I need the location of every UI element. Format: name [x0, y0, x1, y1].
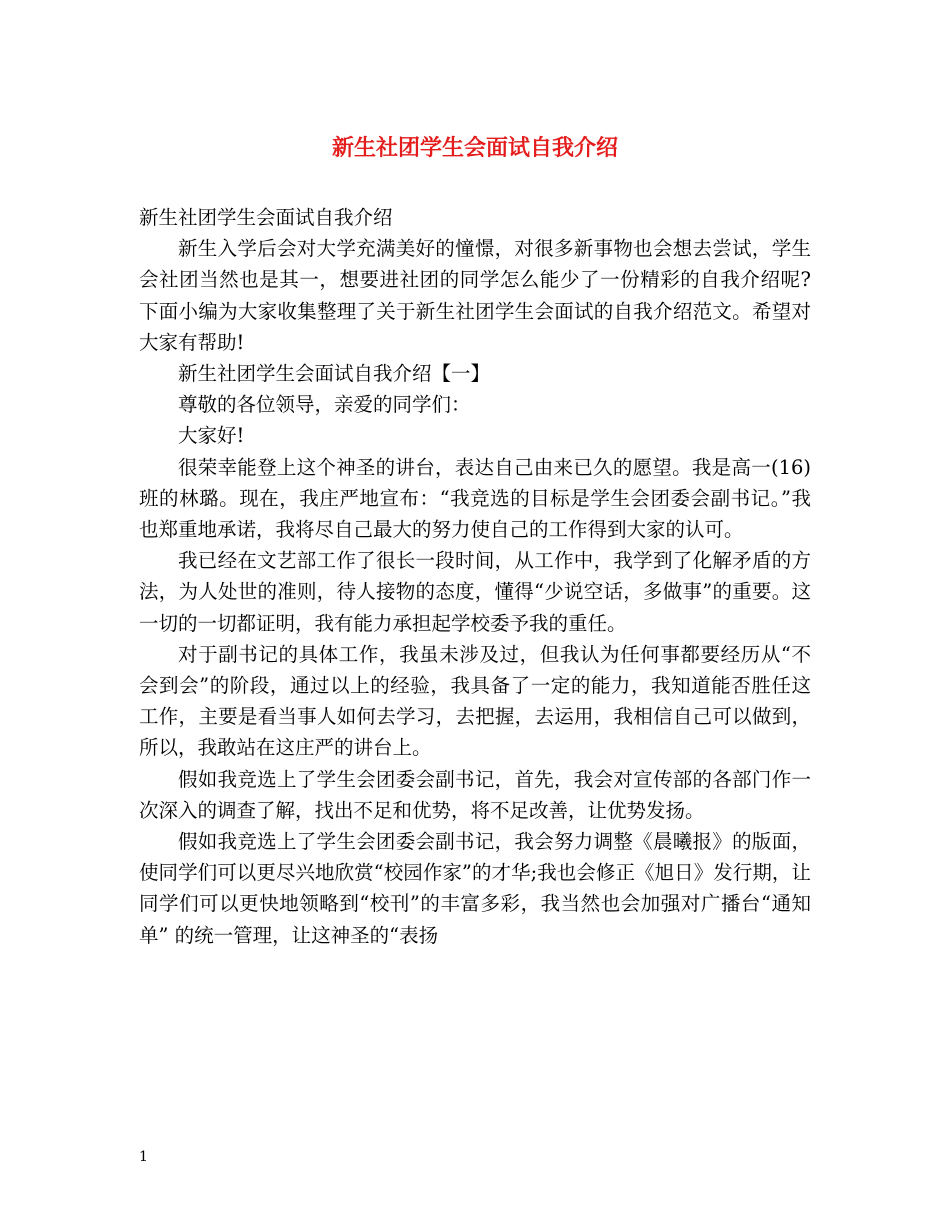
paragraph: 新生社团学生会面试自我介绍	[139, 206, 393, 229]
paragraph: 尊敬的各位领导，亲爱的同学们：	[178, 393, 471, 417]
page-number: 1	[139, 1149, 148, 1165]
document-title: 新生社团学生会面试自我介绍	[331, 135, 618, 161]
paragraph: 新生入学后会对大学充满美好的憧憬，对很多新事物也会想去尝试，学生会社团当然也是其一，想要进社团的同学怎么能少了一份精彩的自我介绍呢?下面小编为大家收集整理了关于新生社团学生会面试的自我介绍范文。希望对大家有帮助!	[139, 237, 811, 354]
paragraph: 假如我竞选上了学生会团委会副书记，我会努力调整《晨曦报》的版面，使同学们可以更尽兴地欣赏“校园作家”的才华;我也会修正《旭日》发行期，让同学们可以更快地领略到“校刊”的丰富多彩，我当然也会加强对广播台“通知单” 的统一管理，让这神圣的“表扬	[139, 830, 811, 947]
section-heading: 新生社团学生会面试自我介绍【一】	[178, 362, 491, 386]
paragraph: 很荣幸能登上这个神圣的讲台，表达自己由来已久的愿望。我是高一(16)班的林璐。现在，我庄严地宣布：“我竞选的目标是学生会团委会副书记。”我也郑重地承诺，我将尽自己最大的努力使自己的工作得到大家的认可。	[139, 455, 811, 542]
document-body	[139, 202, 811, 951]
paragraph: 对于副书记的具体工作，我虽未涉及过，但我认为任何事都要经历从“不会到会”的阶段，通过以上的经验，我具备了一定的能力，我知道能否胜任这工作，主要是看当事人如何去学习，去把握，去运用，我相信自己可以做到，所以，我敢站在这庄严的讲台上。	[139, 642, 811, 760]
paragraph: 我已经在文艺部工作了很长一段时间，从工作中，我学到了化解矛盾的方法，为人处世的准则，待人接物的态度，懂得“少说空话，多做事”的重要。这一切的一切都证明，我有能力承担起学校委予我的重任。	[139, 549, 811, 635]
paragraph: 假如我竞选上了学生会团委会副书记，首先，我会对宣传部的各部门作一次深入的调查了解，找出不足和优势，将不足改善，让优势发扬。	[139, 767, 811, 822]
paragraph: 大家好!	[178, 424, 245, 448]
